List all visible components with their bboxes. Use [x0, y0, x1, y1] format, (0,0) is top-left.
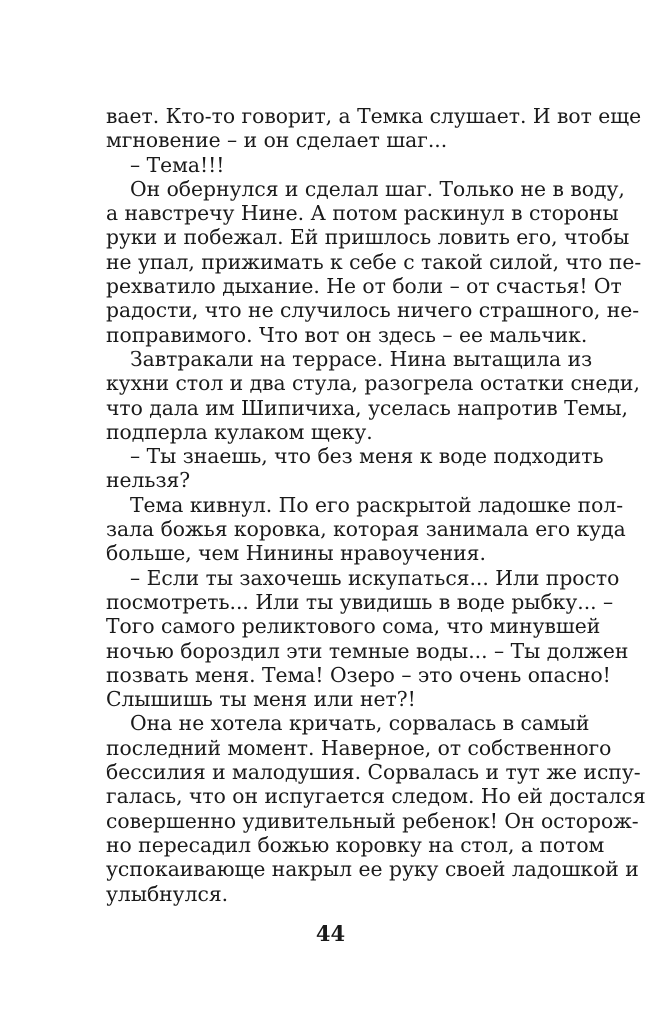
- text-line: нельзя?: [106, 468, 191, 493]
- page-text: [106, 104, 646, 906]
- text-line: – Если ты захочешь искупаться... Или просто: [130, 565, 620, 590]
- text-line: больше, чем Нинины нравоучения.: [106, 541, 486, 566]
- text-line: не упал, прижимать к себе с такой силой, что пе-: [106, 249, 642, 274]
- text-line: что дала им Шипичиха, уселась напротив Темы,: [106, 395, 629, 420]
- text-line: вает. Кто-то говорит, а Темка слушает. И вот еще: [106, 104, 642, 128]
- text-line: подперла кулаком щеку.: [106, 419, 373, 444]
- text-line: кухни стол и два стула, разогрела остатки снеди,: [106, 371, 640, 396]
- text-line: последний момент. Наверное, от собственного: [106, 735, 612, 760]
- text-line: успокаивающе накрыл ее руку своей ладошкой и: [106, 857, 639, 882]
- text-line: посмотреть... Или ты увидишь в воде рыбку... –: [106, 589, 614, 614]
- text-line: Завтракали на террасе. Нина вытащила из: [130, 346, 593, 371]
- text-line: бессилия и малодушия. Сорвалась и тут же испу-: [106, 760, 641, 785]
- text-line: а навстречу Нине. А потом раскинул в стороны: [106, 201, 619, 226]
- text-line: Слышишь ты меня или нет?!: [106, 687, 416, 712]
- text-line: Тема кивнул. По его раскрытой ладошке пол-: [130, 492, 624, 517]
- text-line: руки и побежал. Ей пришлось ловить его, чтобы: [106, 225, 630, 250]
- text-line: позвать меня. Тема! Озеро – это очень опасно!: [106, 662, 611, 687]
- text-line: мгновение – и он сделает шаг...: [106, 128, 448, 153]
- text-line: ночью бороздил эти темные воды... – Ты должен: [106, 638, 629, 663]
- text-line: зала божья коровка, которая занимала его куда: [106, 517, 626, 542]
- text-line: рехватило дыхание. Не от боли – от счастья! От: [106, 274, 622, 299]
- text-line: улыбнулся.: [106, 881, 229, 906]
- text-line: – Тема!!!: [130, 152, 225, 177]
- text-line: – Ты знаешь, что без меня к воде подходить: [130, 444, 604, 469]
- page-number: 44: [315, 921, 346, 946]
- text-line: Он обернулся и сделал шаг. Только не в воду,: [130, 176, 625, 201]
- text-line: Она не хотела кричать, сорвалась в самый: [130, 711, 590, 736]
- text-line: Того самого реликтового сома, что минувшей: [106, 614, 601, 639]
- text-line: радости, что не случилось ничего страшного, не-: [106, 298, 640, 323]
- text-line: галась, что он испугается следом. Но ей достался: [106, 784, 646, 809]
- text-line: совершенно удивительный ребенок! Он осторож-: [106, 808, 639, 833]
- text-line: поправимого. Что вот он здесь – ее мальчик.: [106, 322, 588, 347]
- text-line: но пересадил божью коровку на стол, а потом: [106, 832, 605, 857]
